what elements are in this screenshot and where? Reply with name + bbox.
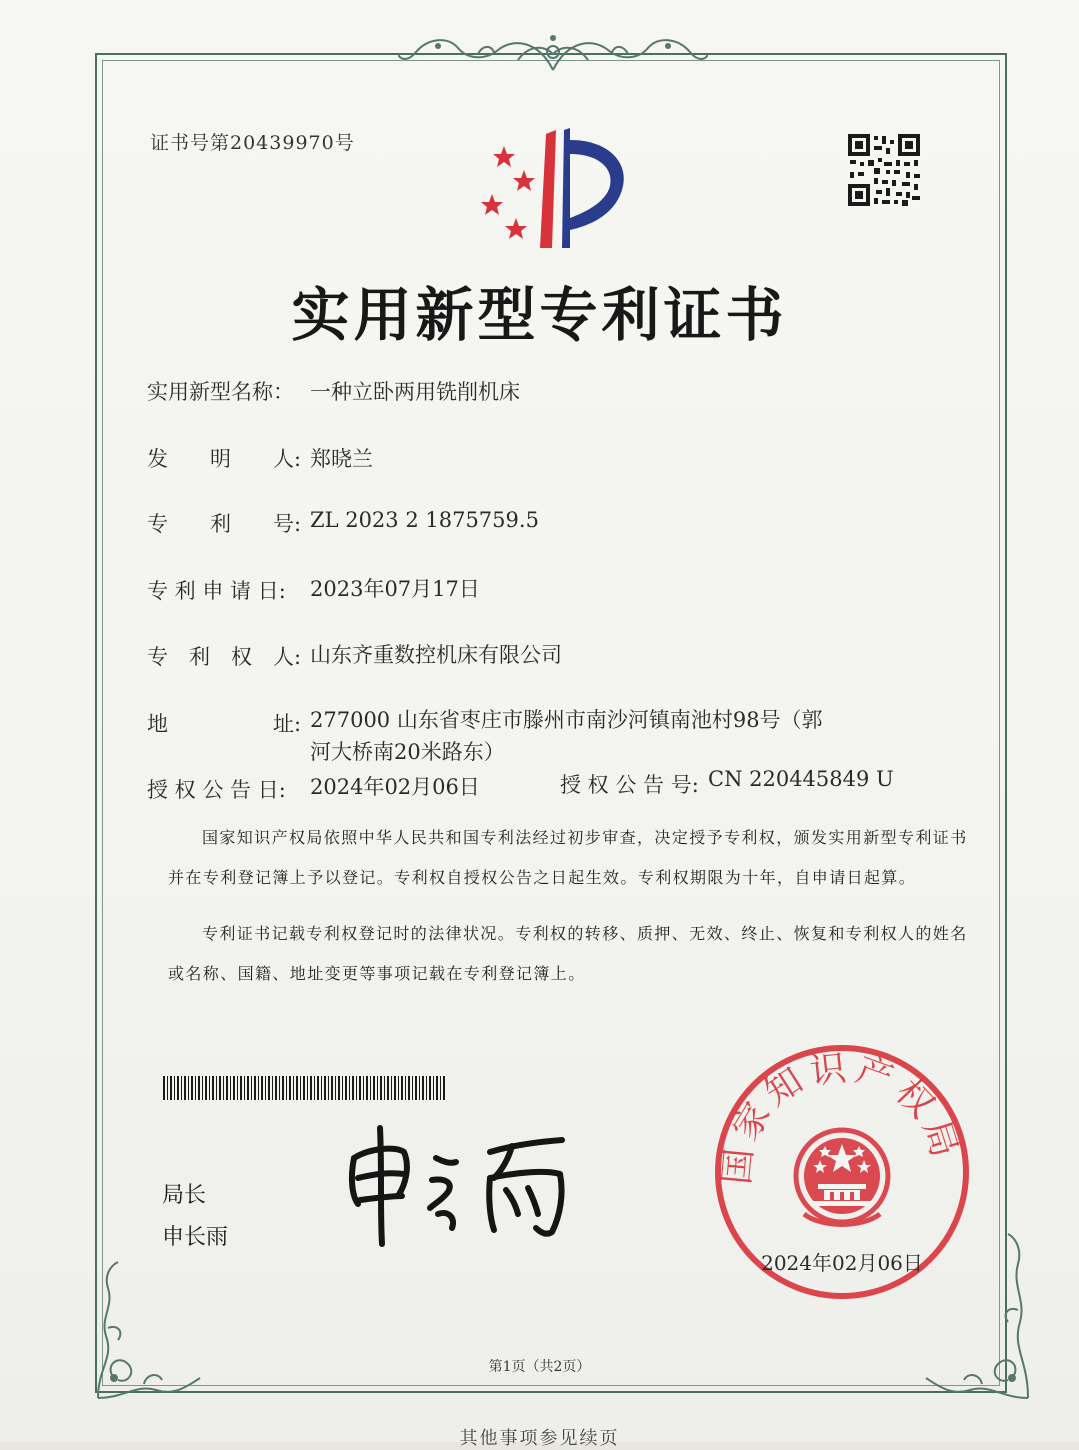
grant-date-value: 2024年02月06日 (310, 775, 480, 799)
director-signature (340, 1118, 580, 1253)
address-label: 地 址: (147, 712, 302, 736)
utility-model-name-value: 一种立卧两用铣削机床 (310, 380, 520, 404)
body-paragraph-1: 国家知识产权局依照中华人民共和国专利法经过初步审查，决定授予专利权，颁发实用新型专利证书并在专利登记簿上予以登记。专利权自授权公告之日起生效。专利权期限为十年，自申请日起算。 (168, 828, 968, 887)
inventor-label: 发 明 人: (147, 447, 302, 471)
director-title: 局长 (162, 1183, 207, 1208)
page-number: 第1页（共2页） (488, 1359, 591, 1375)
bottom-left-ornament-icon (84, 1258, 204, 1408)
utility-model-name-label: 实用新型名称： (147, 380, 294, 404)
official-seal (712, 1042, 972, 1302)
patentee-label: 专 利 权 人: (147, 645, 302, 669)
national-emblem-icon (796, 1130, 888, 1225)
body-paragraph-2: 专利证书记载专利权登记时的法律状况。专利权的转移、质押、无效、终止、恢复和专利权人的姓名或名称、国籍、地址变更等事项记载在专利登记簿上。 (168, 924, 968, 983)
certificate-number: 证书号第20439970号 (150, 132, 355, 154)
inventor-value: 郑晓兰 (310, 447, 373, 471)
continued-note: 其他事项参见续页 (459, 1428, 620, 1449)
address-line-2: 河大桥南20米路东） (310, 740, 505, 764)
certificate-title: 实用新型专利证书 (291, 281, 788, 349)
cnipa-logo-icon (472, 126, 642, 256)
address-line-1: 277000 山东省枣庄市滕州市南沙河镇南池村98号（郭 (310, 708, 823, 732)
top-ornament-icon (398, 30, 708, 74)
qr-code-icon (846, 132, 922, 208)
patentee-value: 山东齐重数控机床有限公司 (310, 643, 562, 667)
barcode (163, 1076, 445, 1100)
director-name: 申长雨 (162, 1225, 229, 1250)
grant-date-label: 授 权 公 告 日: (147, 778, 286, 802)
seal-date: 2024年02月06日 (761, 1251, 923, 1275)
filing-date-value: 2023年07月17日 (310, 577, 480, 601)
patent-number-value: ZL 2023 2 1875759.5 (310, 508, 539, 532)
svg-text:国家知识产权局: 国家知识产权局 (716, 1047, 967, 1187)
grant-number-value: CN 220445849 U (708, 767, 894, 791)
grant-number-label: 授 权 公 告 号: (560, 773, 699, 797)
filing-date-label: 专 利 申 请 日: (147, 579, 286, 603)
patent-number-label: 专 利 号: (147, 512, 302, 536)
